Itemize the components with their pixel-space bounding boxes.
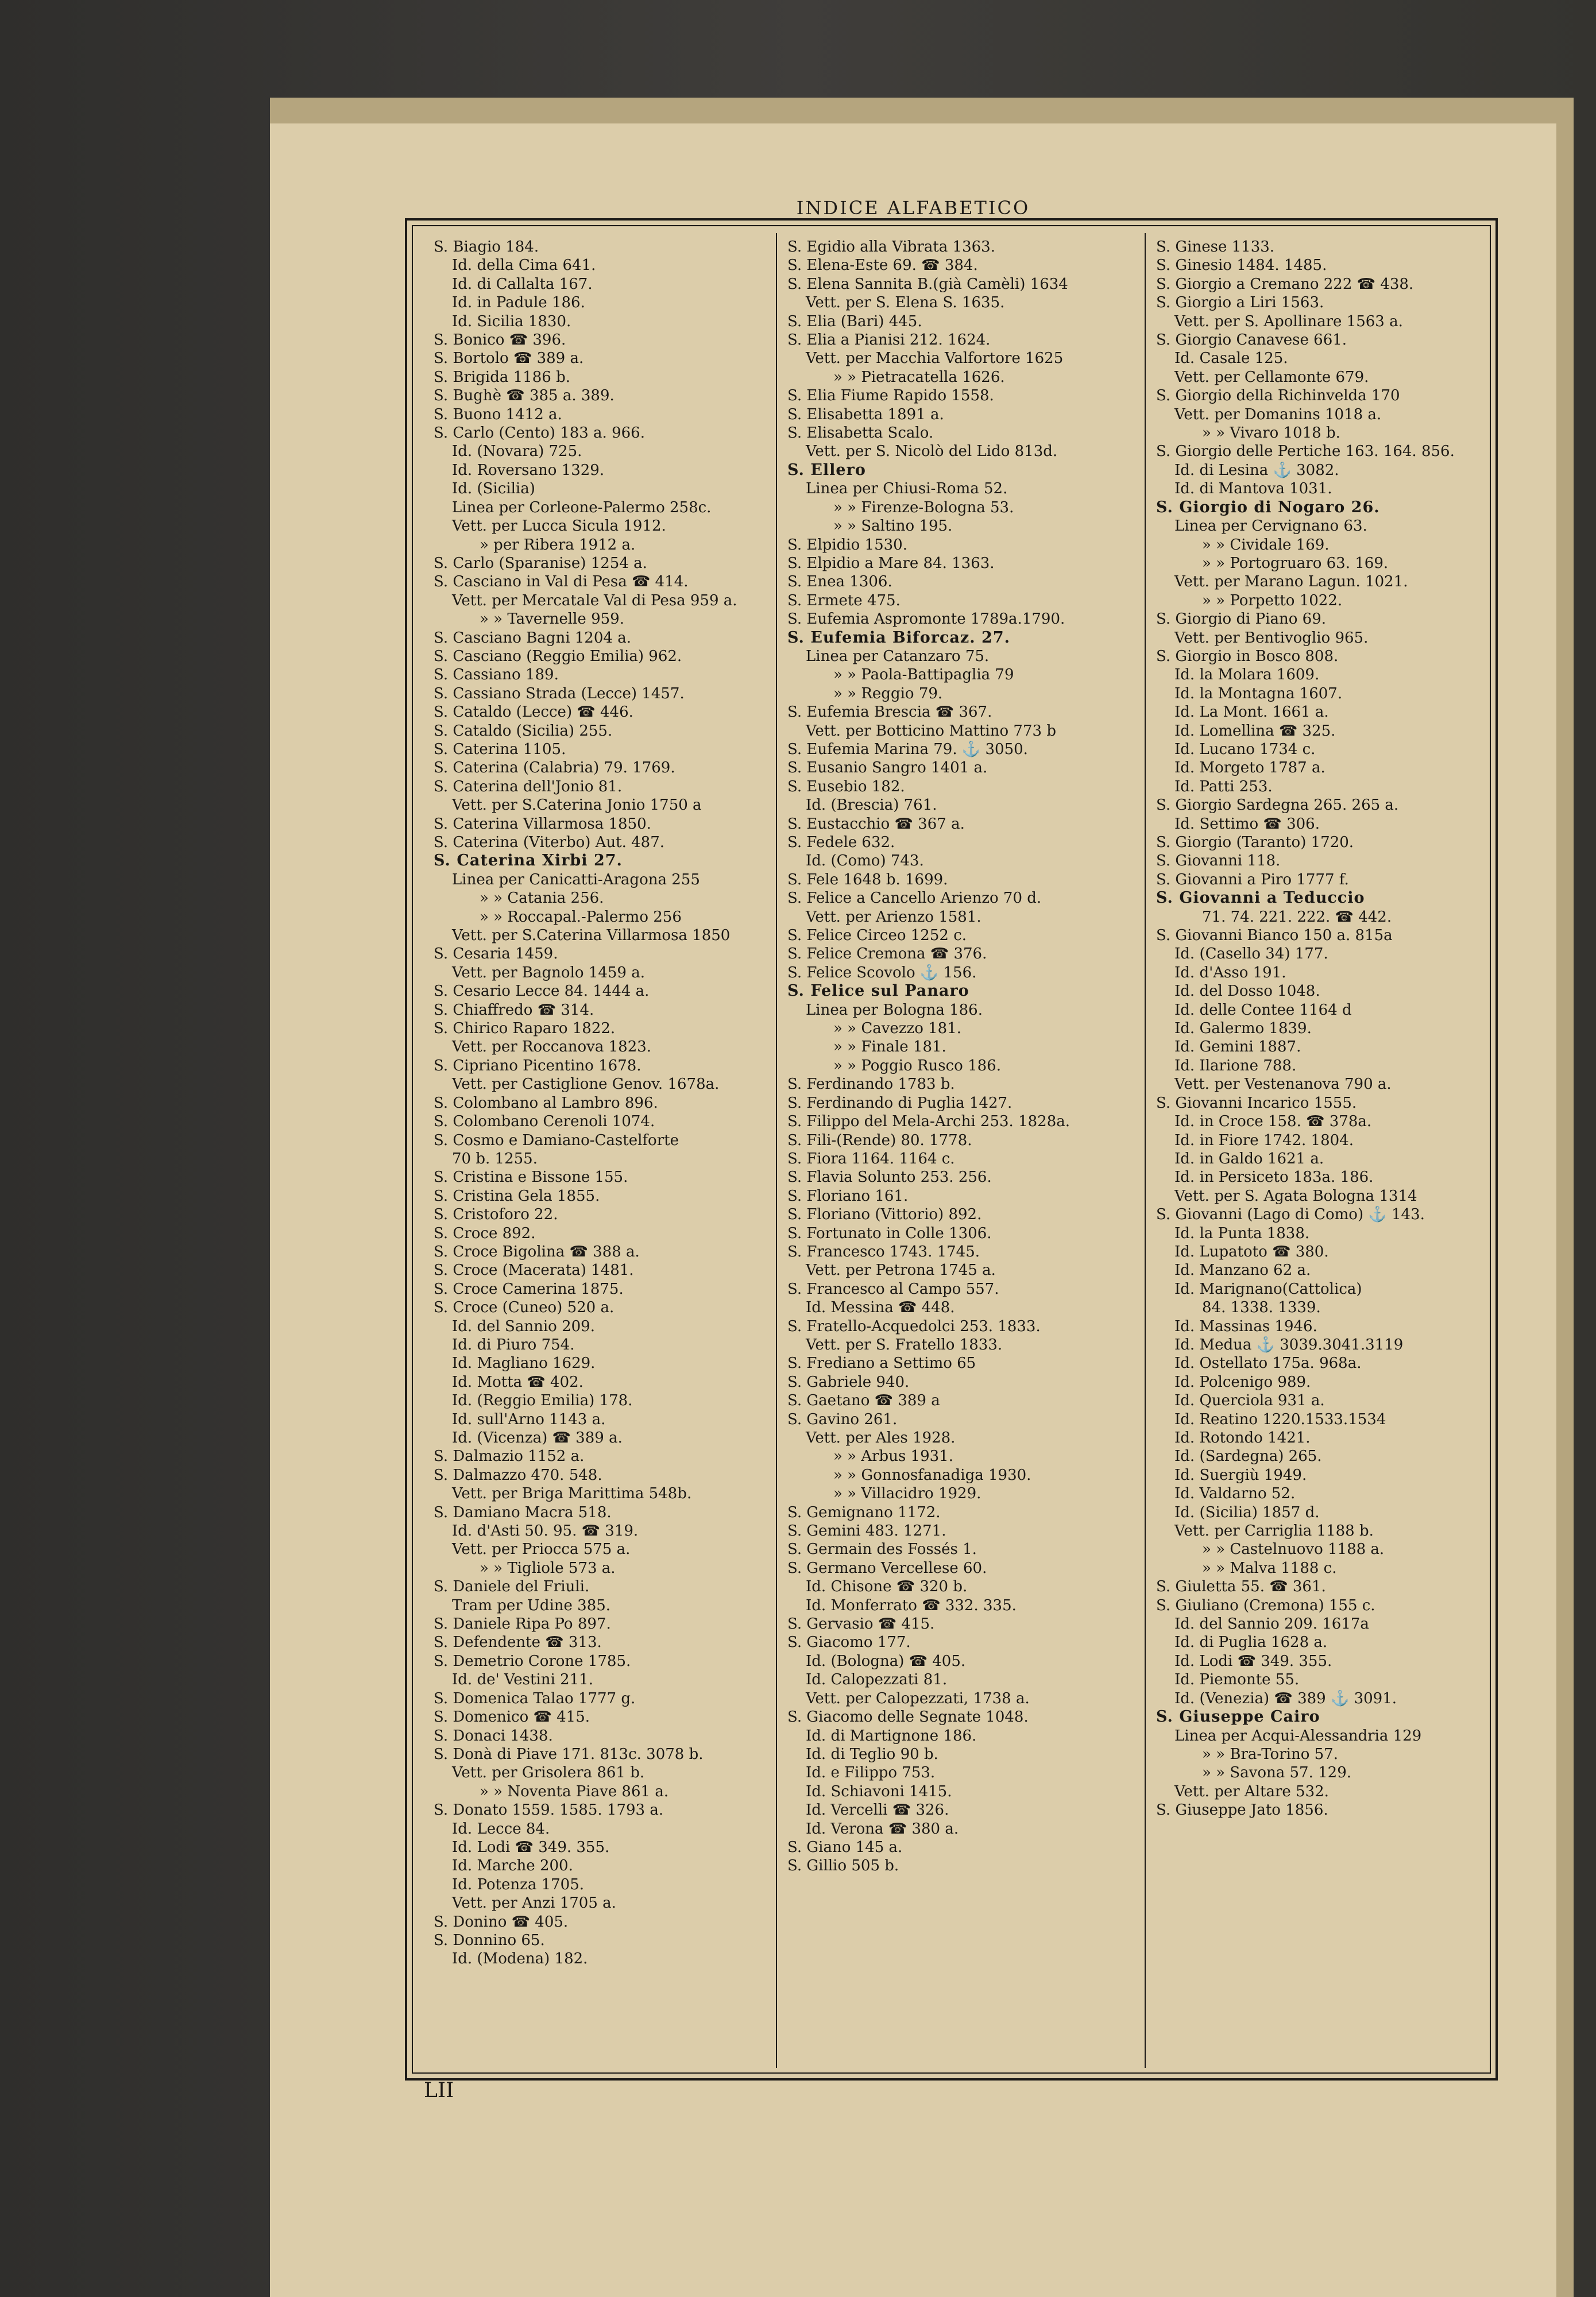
- index-entry: Vett. per S. Apollinare 1563 a.: [1174, 312, 1403, 330]
- index-entry: Id. Vercelli ☎ 326.: [806, 1801, 949, 1819]
- index-entry: S. Giorgio delle Pertiche 163. 164. 856.: [1156, 443, 1455, 461]
- index-entry: S. Giorgio Canavese 661.: [1156, 331, 1347, 349]
- index-entry: S. Fiora 1164. 1164 c.: [787, 1150, 955, 1167]
- index-entry: S. Fedele 632.: [787, 834, 895, 851]
- index-entry: S. Ginese 1133.: [1156, 238, 1275, 256]
- index-entry: Vett. per Bentivoglio 965.: [1174, 629, 1369, 647]
- index-entry: Vett. per Mercatale Val di Pesa 959 a.: [452, 591, 737, 609]
- index-entry: S. Cristoforo 22.: [434, 1206, 558, 1224]
- index-entry: S. Giorgio della Richinvelda 170: [1156, 387, 1400, 405]
- index-entry: Id. La Mont. 1661 a.: [1174, 703, 1329, 721]
- index-entry: S. Croce (Cuneo) 520 a.: [434, 1299, 615, 1317]
- index-entry: S. Germain des Fossés 1.: [787, 1541, 977, 1559]
- index-entry: 71. 74. 221. 222. ☎ 442.: [1202, 908, 1392, 926]
- index-entry: Id. Medua ⚓ 3039.3041.3119: [1174, 1336, 1404, 1354]
- index-entry: Id. (Sicilia) 1857 d.: [1174, 1503, 1320, 1521]
- index-entry: S. Giuliano (Cremona) 155 c.: [1156, 1596, 1375, 1614]
- index-entry: S. Cipriano Picentino 1678.: [434, 1057, 642, 1074]
- index-entry: 70 b. 1255.: [452, 1150, 538, 1167]
- index-entry: Id. Polcenigo 989.: [1174, 1373, 1311, 1391]
- index-column-1: [434, 238, 767, 2063]
- index-entry: S. Caterina 1105.: [434, 740, 566, 758]
- index-entry: S. Chiaffredo ☎ 314.: [434, 1001, 594, 1019]
- index-entry: Id. Motta ☎ 402.: [452, 1373, 583, 1391]
- index-entry: S. Cesario Lecce 84. 1444 a.: [434, 983, 650, 1000]
- index-entry: Id. Manzano 62 a.: [1174, 1262, 1311, 1279]
- index-entry: S. Fele 1648 b. 1699.: [787, 871, 948, 888]
- index-entry: Id. Roversano 1329.: [452, 461, 605, 479]
- index-entry: S. Colombano Cerenoli 1074.: [434, 1113, 655, 1131]
- index-entry: S. Elpidio a Mare 84. 1363.: [787, 554, 995, 572]
- index-entry: S. Floriano 161.: [787, 1187, 909, 1205]
- index-entry: Vett. per Calopezzati, 1738 a.: [806, 1689, 1030, 1707]
- index-entry: S. Donino ☎ 405.: [434, 1913, 569, 1931]
- index-entry: Vett. per Grisolera 861 b.: [452, 1764, 645, 1782]
- index-entry: Id. (Brescia) 761.: [806, 796, 937, 814]
- index-entry: Id. Morgeto 1787 a.: [1174, 759, 1326, 777]
- index-entry: S. Giorgio a Cremano 222 ☎ 438.: [1156, 275, 1414, 293]
- index-entry: S. Giuletta 55. ☎ 361.: [1156, 1578, 1326, 1596]
- index-entry: Vett. per Lucca Sicula 1912.: [452, 517, 666, 535]
- index-entry: S. Donato 1559. 1585. 1793 a.: [434, 1801, 664, 1819]
- index-entry: S. Cataldo (Sicilia) 255.: [434, 722, 613, 740]
- index-entry: S. Daniele del Friuli.: [434, 1578, 590, 1596]
- index-entry: S. Giacomo 177.: [787, 1634, 911, 1652]
- index-entry: S. Elisabetta Scalo.: [787, 424, 934, 442]
- index-entry: S. Croce (Macerata) 1481.: [434, 1262, 634, 1279]
- index-entry: Id. Lodi ☎ 349. 355.: [1174, 1652, 1332, 1670]
- index-entry: S. Germano Vercellese 60.: [787, 1559, 987, 1577]
- index-entry: S. Domenico ☎ 415.: [434, 1708, 590, 1726]
- index-entry: » » Malva 1188 c.: [1202, 1559, 1337, 1577]
- index-entry: Id. Verona ☎ 380 a.: [806, 1820, 959, 1838]
- index-entry: S. Carlo (Sparanise) 1254 a.: [434, 554, 647, 572]
- index-entry: Id. la Punta 1838.: [1174, 1224, 1310, 1242]
- index-entry: » » Paola-Battipaglia 79: [833, 666, 1014, 684]
- index-entry: S. Ferdinando di Puglia 1427.: [787, 1094, 1013, 1112]
- index-entry: S. Casciano (Reggio Emilia) 962.: [434, 647, 682, 665]
- index-entry: Vett. per Roccanova 1823.: [452, 1038, 652, 1056]
- index-entry: Vett. per Botticino Mattino 773 b: [806, 722, 1056, 740]
- index-heading: S. Giorgio di Nogaro 26.: [1156, 498, 1380, 516]
- index-entry: S. Croce Bigolina ☎ 388 a.: [434, 1243, 640, 1260]
- index-entry: Vett. per S. Fratello 1833.: [806, 1336, 1003, 1354]
- index-entry: » » Bra-Torino 57.: [1202, 1745, 1338, 1763]
- index-entry: S. Colombano al Lambro 896.: [434, 1094, 658, 1112]
- index-entry: Linea per Corleone-Palermo 258c.: [452, 498, 712, 516]
- index-entry: Linea per Chiusi-Roma 52.: [806, 480, 1008, 498]
- index-entry: S. Defendente ☎ 313.: [434, 1634, 602, 1652]
- index-entry: » » Vivaro 1018 b.: [1202, 424, 1340, 442]
- index-entry: S. Gabriele 940.: [787, 1373, 910, 1391]
- index-entry: Vett. per Arienzo 1581.: [806, 908, 981, 926]
- index-entry: Id. sull'Arno 1143 a.: [452, 1410, 606, 1428]
- index-entry: » » Saltino 195.: [833, 517, 953, 535]
- index-entry: Id. in Fiore 1742. 1804.: [1174, 1131, 1354, 1149]
- index-entry: S. Elia a Pianisi 212. 1624.: [787, 331, 991, 349]
- index-entry: Vett. per Cellamonte 679.: [1174, 368, 1369, 386]
- index-entry: Id. di Martignone 186.: [806, 1727, 977, 1745]
- index-entry: S. Caterina (Viterbo) Aut. 487.: [434, 834, 665, 851]
- index-entry: S. Giano 145 a.: [787, 1838, 903, 1856]
- index-entry: S. Fortunato in Colle 1306.: [787, 1224, 992, 1242]
- index-entry: Id. Calopezzati 81.: [806, 1671, 948, 1689]
- index-heading: S. Felice sul Panaro: [787, 982, 969, 1000]
- index-entry: S. Floriano (Vittorio) 892.: [787, 1206, 982, 1224]
- index-entry: » » Poggio Rusco 186.: [833, 1057, 1001, 1074]
- index-entry: Id. Schiavoni 1415.: [806, 1782, 952, 1800]
- index-entry: S. Elena-Este 69. ☎ 384.: [787, 257, 978, 274]
- index-heading: S. Giuseppe Cairo: [1156, 1708, 1320, 1726]
- index-entry: S. Buono 1412 a.: [434, 405, 562, 423]
- index-entry: S. Gillio 505 b.: [787, 1857, 899, 1875]
- index-entry: S. Eusanio Sangro 1401 a.: [787, 759, 988, 777]
- index-entry: S. Eufemia Brescia ☎ 367.: [787, 703, 992, 721]
- index-entry: Id. di Callalta 167.: [452, 275, 593, 293]
- index-entry: Vett. per Marano Lagun. 1021.: [1174, 573, 1408, 591]
- index-entry: S. Dalmazzo 470. 548.: [434, 1466, 602, 1484]
- index-entry: » » Reggio 79.: [833, 685, 943, 702]
- index-heading: S. Giovanni a Teduccio: [1156, 889, 1365, 907]
- index-entry: S. Cassiano 189.: [434, 666, 559, 684]
- index-entry: » » Catania 256.: [480, 890, 604, 907]
- index-entry: S. Cassiano Strada (Lecce) 1457.: [434, 685, 685, 702]
- index-entry: » » Villacidro 1929.: [833, 1485, 981, 1503]
- index-entry: S. Casciano Bagni 1204 a.: [434, 629, 631, 647]
- index-entry: S. Elisabetta 1891 a.: [787, 405, 944, 423]
- index-entry: Vett. per Macchia Valfortore 1625: [806, 350, 1064, 368]
- index-entry: Id. la Montagna 1607.: [1174, 685, 1343, 702]
- index-entry: S. Bonico ☎ 396.: [434, 331, 566, 349]
- index-entry: Id. Casale 125.: [1174, 350, 1288, 368]
- column-rule: [1145, 233, 1146, 2068]
- index-entry: Id. di Mantova 1031.: [1174, 480, 1332, 498]
- index-entry: Id. Galermo 1839.: [1174, 1020, 1312, 1038]
- index-entry: S. Elia (Bari) 445.: [787, 312, 922, 330]
- index-entry: » » Portogruaro 63. 169.: [1202, 554, 1389, 572]
- index-entry: Id. Lecce 84.: [452, 1820, 550, 1838]
- index-entry: Id. Massinas 1946.: [1174, 1317, 1317, 1335]
- index-entry: Id. Marche 200.: [452, 1857, 573, 1875]
- index-entry: S. Gemini 483. 1271.: [787, 1522, 946, 1540]
- index-entry: S. Fili-(Rende) 80. 1778.: [787, 1131, 972, 1149]
- index-entry: » » Tavernelle 959.: [480, 610, 624, 628]
- index-entry: Id. Lupatoto ☎ 380.: [1174, 1243, 1329, 1260]
- index-entry: S. Croce 892.: [434, 1224, 536, 1242]
- index-entry: Id. di Teglio 90 b.: [806, 1745, 938, 1763]
- index-entry: » » Cividale 169.: [1202, 536, 1330, 554]
- index-entry: S. Gervasio ☎ 415.: [787, 1615, 935, 1633]
- index-entry: S. Ginesio 1484. 1485.: [1156, 257, 1327, 274]
- index-entry: Linea per Canicatti-Aragona 255: [452, 871, 700, 888]
- index-entry: Vett. per S.Caterina Villarmosa 1850: [452, 927, 731, 945]
- index-entry: S. Giuseppe Jato 1856.: [1156, 1801, 1328, 1819]
- index-entry: S. Donaci 1438.: [434, 1727, 553, 1745]
- index-entry: Id. (Casello 34) 177.: [1174, 945, 1328, 963]
- index-entry: S. Giorgio (Taranto) 1720.: [1156, 834, 1354, 851]
- index-entry: » per Ribera 1912 a.: [480, 536, 636, 554]
- index-entry: Id. de' Vestini 211.: [452, 1671, 593, 1689]
- index-entry: S. Felice Cremona ☎ 376.: [787, 945, 987, 963]
- index-entry: Id. Monferrato ☎ 332. 335.: [806, 1596, 1017, 1614]
- index-entry: S. Giovanni a Piro 1777 f.: [1156, 871, 1349, 888]
- index-entry: Id. Lodi ☎ 349. 355.: [452, 1838, 610, 1856]
- index-entry: Id. Reatino 1220.1533.1534: [1174, 1410, 1386, 1428]
- index-frame-inner: [412, 225, 1491, 2074]
- index-entry: S. Felice Scovolo ⚓ 156.: [787, 964, 977, 981]
- index-entry: S. Giovanni (Lago di Como) ⚓ 143.: [1156, 1206, 1425, 1224]
- index-entry: S. Elia Fiume Rapido 1558.: [787, 387, 994, 405]
- index-entry: Id. in Galdo 1621 a.: [1174, 1150, 1324, 1167]
- index-entry: Id. di Lesina ⚓ 3082.: [1174, 461, 1339, 479]
- index-entry: S. Brigida 1186 b.: [434, 368, 570, 386]
- index-entry: Linea per Bologna 186.: [806, 1001, 983, 1019]
- index-entry: Id. Patti 253.: [1174, 778, 1273, 795]
- index-entry: Vett. per Domanins 1018 a.: [1174, 405, 1382, 423]
- book-page: [270, 123, 1556, 2297]
- index-column-3: [1156, 238, 1492, 2063]
- index-entry: S. Giovanni Incarico 1555.: [1156, 1094, 1357, 1112]
- index-entry: S. Giorgio a Liri 1563.: [1156, 294, 1324, 312]
- index-entry: S. Cataldo (Lecce) ☎ 446.: [434, 703, 633, 721]
- index-entry: Id. (Novara) 725.: [452, 443, 582, 461]
- index-entry: 84. 1338. 1339.: [1202, 1299, 1321, 1317]
- index-entry: S. Caterina dell'Jonio 81.: [434, 778, 623, 795]
- index-entry: S. Gemignano 1172.: [787, 1503, 941, 1521]
- index-entry: Id. di Piuro 754.: [452, 1336, 575, 1354]
- index-entry: Id. in Padule 186.: [452, 294, 585, 312]
- index-entry: » » Pietracatella 1626.: [833, 368, 1005, 386]
- index-entry: Id. Settimo ☎ 306.: [1174, 815, 1320, 833]
- index-entry: Id. in Croce 158. ☎ 378a.: [1174, 1113, 1372, 1131]
- index-entry: S. Flavia Solunto 253. 256.: [787, 1169, 992, 1186]
- index-entry: Id. d'Asti 50. 95. ☎ 319.: [452, 1522, 639, 1540]
- index-entry: Id. d'Asso 191.: [1174, 964, 1286, 981]
- index-heading: S. Eufemia Biforcaz. 27.: [787, 628, 1011, 647]
- index-entry: Id. (Bologna) ☎ 405.: [806, 1652, 966, 1670]
- index-entry: » » Gonnosfanadiga 1930.: [833, 1466, 1031, 1484]
- index-entry: » » Cavezzo 181.: [833, 1020, 962, 1038]
- index-entry: Id. Valdarno 52.: [1174, 1485, 1296, 1503]
- index-entry: Linea per Cervignano 63.: [1174, 517, 1367, 535]
- index-entry: S. Ferdinando 1783 b.: [787, 1076, 955, 1093]
- index-entry: Id. e Filippo 753.: [806, 1764, 936, 1782]
- index-entry: S. Ermete 475.: [787, 591, 901, 609]
- index-entry: S. Demetrio Corone 1785.: [434, 1652, 631, 1670]
- index-entry: S. Croce Camerina 1875.: [434, 1280, 624, 1298]
- index-entry: S. Egidio alla Vibrata 1363.: [787, 238, 995, 256]
- index-entry: S. Giorgio in Bosco 808.: [1156, 647, 1339, 665]
- index-entry: Linea per Catanzaro 75.: [806, 647, 990, 665]
- index-entry: S. Felice Circeo 1252 c.: [787, 927, 967, 945]
- index-heading: S. Caterina Xirbi 27.: [434, 852, 623, 870]
- index-entry: Linea per Acqui-Alessandria 129: [1174, 1727, 1422, 1745]
- index-entry: Id. Marignano(Cattolica): [1174, 1280, 1362, 1298]
- index-entry: S. Frediano a Settimo 65: [787, 1355, 976, 1372]
- index-entry: Vett. per S. Elena S. 1635.: [806, 294, 1005, 312]
- index-entry: » » Porpetto 1022.: [1202, 591, 1343, 609]
- index-entry: Vett. per Petrona 1745 a.: [806, 1262, 996, 1279]
- index-entry: S. Cosmo e Damiano-Castelforte: [434, 1131, 679, 1149]
- index-entry: S. Eusebio 182.: [787, 778, 905, 795]
- index-entry: S. Cesaria 1459.: [434, 945, 558, 963]
- index-entry: » » Noventa Piave 861 a.: [480, 1782, 669, 1800]
- index-entry: Vett. per Vestenanova 790 a.: [1174, 1076, 1392, 1093]
- index-entry: S. Carlo (Cento) 183 a. 966.: [434, 424, 645, 442]
- index-entry: S. Elena Sannita B.(già Camèli) 1634: [787, 275, 1068, 293]
- index-entry: Vett. per S.Caterina Jonio 1750 a: [452, 796, 702, 814]
- index-entry: Id. Rotondo 1421.: [1174, 1429, 1311, 1447]
- index-entry: S. Giovanni Bianco 150 a. 815a: [1156, 927, 1393, 945]
- index-entry: Id. delle Contee 1164 d: [1174, 1001, 1352, 1019]
- index-entry: S. Felice a Cancello Arienzo 70 d.: [787, 890, 1042, 907]
- index-entry: Vett. per Altare 532.: [1174, 1782, 1329, 1800]
- index-entry: » » Firenze-Bologna 53.: [833, 498, 1014, 516]
- index-entry: Vett. per Ales 1928.: [806, 1429, 956, 1447]
- index-entry: Id. Messina ☎ 448.: [806, 1299, 955, 1317]
- index-entry: Id. Gemini 1887.: [1174, 1038, 1301, 1056]
- index-entry: S. Giovanni 118.: [1156, 852, 1281, 870]
- index-entry: S. Eufemia Marina 79. ⚓ 3050.: [787, 740, 1028, 758]
- index-entry: S. Gaetano ☎ 389 a: [787, 1392, 940, 1410]
- index-entry: Id. Lucano 1734 c.: [1174, 740, 1316, 758]
- index-entry: Id. Lomellina ☎ 325.: [1174, 722, 1336, 740]
- index-entry: S. Donnino 65.: [434, 1931, 545, 1949]
- index-entry: S. Cristina Gela 1855.: [434, 1187, 600, 1205]
- index-entry: S. Francesco 1743. 1745.: [787, 1243, 980, 1260]
- index-entry: Id. Suergiù 1949.: [1174, 1466, 1307, 1484]
- index-entry: Vett. per Anzi 1705 a.: [452, 1894, 616, 1912]
- index-entry: Id. (Sicilia): [452, 480, 535, 498]
- index-entry: Id. (Reggio Emilia) 178.: [452, 1392, 633, 1410]
- index-entry: Id. (Venezia) ☎ 389 ⚓ 3091.: [1174, 1689, 1397, 1707]
- index-entry: S. Filippo del Mela-Archi 253. 1828a.: [787, 1113, 1071, 1131]
- index-entry: Id. di Puglia 1628 a.: [1174, 1634, 1328, 1652]
- index-entry: S. Giorgio di Piano 69.: [1156, 610, 1327, 628]
- index-entry: » » Roccapal.-Palermo 256: [480, 908, 682, 926]
- index-entry: S. Chirico Raparo 1822.: [434, 1020, 616, 1038]
- index-entry: S. Dalmazio 1152 a.: [434, 1448, 585, 1465]
- index-entry: Id. della Cima 641.: [452, 257, 596, 274]
- index-entry: S. Casciano in Val di Pesa ☎ 414.: [434, 573, 689, 591]
- index-entry: Id. (Como) 743.: [806, 852, 924, 870]
- index-entry: » » Castelnuovo 1188 a.: [1202, 1541, 1385, 1559]
- index-entry: Id. (Vicenza) ☎ 389 a.: [452, 1429, 623, 1447]
- index-entry: Id. (Modena) 182.: [452, 1950, 588, 1968]
- index-entry: S. Fratello-Acquedolci 253. 1833.: [787, 1317, 1041, 1335]
- index-heading: S. Ellero: [787, 461, 866, 479]
- index-entry: S. Francesco al Campo 557.: [787, 1280, 999, 1298]
- index-entry: Id. in Persiceto 183a. 186.: [1174, 1169, 1374, 1186]
- page-number: LII: [424, 2079, 454, 2102]
- index-entry: Vett. per Castiglione Genov. 1678a.: [452, 1076, 720, 1093]
- index-entry: S. Bughè ☎ 385 a. 389.: [434, 387, 615, 405]
- index-entry: Id. del Sannio 209.: [452, 1317, 595, 1335]
- index-frame: [405, 218, 1498, 2081]
- index-entry: Tram per Udine 385.: [452, 1596, 611, 1614]
- index-entry: S. Gavino 261.: [787, 1410, 898, 1428]
- index-entry: S. Caterina Villarmosa 1850.: [434, 815, 651, 833]
- index-entry: Vett. per S. Agata Bologna 1314: [1174, 1187, 1417, 1205]
- index-entry: Vett. per S. Nicolò del Lido 813d.: [806, 443, 1058, 461]
- index-entry: Id. (Sardegna) 265.: [1174, 1448, 1322, 1465]
- index-entry: Id. Ilarione 788.: [1174, 1057, 1297, 1074]
- index-entry: Id. la Molara 1609.: [1174, 666, 1320, 684]
- index-entry: » » Finale 181.: [833, 1038, 946, 1056]
- index-entry: Vett. per Briga Marittima 548b.: [452, 1485, 692, 1503]
- index-entry: S. Caterina (Calabria) 79. 1769.: [434, 759, 675, 777]
- index-entry: S. Donà di Piave 171. 813c. 3078 b.: [434, 1745, 704, 1763]
- index-entry: Vett. per Priocca 575 a.: [452, 1541, 631, 1559]
- index-entry: Id. Piemonte 55.: [1174, 1671, 1300, 1689]
- index-entry: Vett. per Carriglia 1188 b.: [1174, 1522, 1374, 1540]
- index-entry: Id. del Dosso 1048.: [1174, 983, 1320, 1000]
- index-entry: Id. Querciola 931 a.: [1174, 1392, 1325, 1410]
- index-entry: » » Savona 57. 129.: [1202, 1764, 1352, 1782]
- index-entry: S. Elpidio 1530.: [787, 536, 907, 554]
- index-entry: S. Eustacchio ☎ 367 a.: [787, 815, 965, 833]
- column-rule: [776, 233, 777, 2068]
- index-column-2: [787, 238, 1135, 2063]
- index-entry: S. Giacomo delle Segnate 1048.: [787, 1708, 1029, 1726]
- index-entry: Id. Sicilia 1830.: [452, 312, 571, 330]
- index-entry: S. Domenica Talao 1777 g.: [434, 1689, 636, 1707]
- index-entry: » » Tigliole 573 a.: [480, 1559, 616, 1577]
- index-entry: S. Cristina e Bissone 155.: [434, 1169, 628, 1186]
- index-entry: Id. Potenza 1705.: [452, 1876, 585, 1893]
- index-entry: » » Arbus 1931.: [833, 1448, 953, 1465]
- page-header: INDICE ALFABETICO: [796, 197, 1030, 219]
- index-entry: Vett. per Bagnolo 1459 a.: [452, 964, 646, 981]
- index-entry: S. Giorgio Sardegna 265. 265 a.: [1156, 796, 1399, 814]
- index-entry: S. Daniele Ripa Po 897.: [434, 1615, 611, 1633]
- index-entry: S. Damiano Macra 518.: [434, 1503, 612, 1521]
- index-entry: S. Bortolo ☎ 389 a.: [434, 350, 584, 368]
- index-entry: S. Biagio 184.: [434, 238, 539, 256]
- index-entry: Id. del Sannio 209. 1617a: [1174, 1615, 1369, 1633]
- index-entry: Id. Ostellato 175a. 968a.: [1174, 1355, 1362, 1372]
- index-entry: S. Eufemia Aspromonte 1789a.1790.: [787, 610, 1065, 628]
- index-entry: S. Enea 1306.: [787, 573, 892, 591]
- index-entry: Id. Chisone ☎ 320 b.: [806, 1578, 968, 1596]
- index-entry: Id. Magliano 1629.: [452, 1355, 596, 1372]
